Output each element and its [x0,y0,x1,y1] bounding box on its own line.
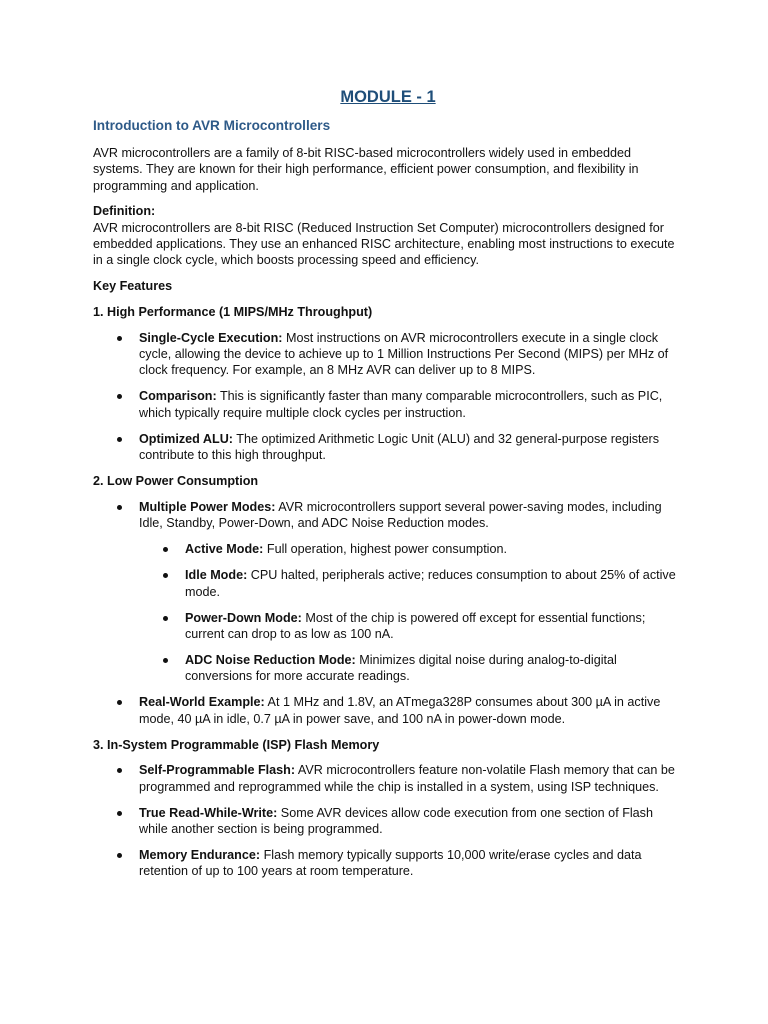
list-item [139,610,683,643]
item-text: This is significantly faster than many comparable microcontrollers, such as PIC, which typically require multiple clock cycles per instruction. [139,389,663,420]
list-item [93,847,683,880]
item-text: At 1 MHz and 1.8V, an ATmega328P consumes about 300 µA in active mode, 40 µA in idle, 0.7 µA in power save, and 100 nA in power-down mode. [139,695,661,726]
section-heading: 3. In-System Programmable (ISP) Flash Memory [93,737,380,752]
section-heading: 2. Low Power Consumption [93,474,259,489]
item-term: Multiple Power Modes: [139,499,276,514]
definition-block [93,203,683,269]
item-term: Idle Mode: [185,568,248,583]
list-item [93,694,683,727]
item-text: CPU halted, peripherals active; reduces consumption to about 25% of active mode. [185,568,676,599]
item-text: AVR microcontrollers support several power-saving modes, including Idle, Standby, Power-Down, and ADC Noise Reduction modes. [139,499,662,531]
item-text: Full operation, highest power consumption. [263,542,507,557]
item-text: Most of the chip is powered off except for essential functions; current can drop to as low as 100 nA. [185,610,646,641]
item-term: Power-Down Mode: [185,610,302,625]
item-text: Flash memory typically supports 10,000 write/erase cycles and data retention of up to 100 years at room temperature. [139,847,642,879]
item-term: Real-World Example: [139,695,265,710]
list-item [139,567,683,600]
section-3-list [93,762,683,880]
item-text: AVR microcontrollers feature non-volatile Flash memory that can be programmed and reprogrammed while the chip is installed in a system, using ISP techniques. [139,763,675,794]
item-text: Minimizes digital noise during analog-to-digital conversions for more accurate readings. [185,652,617,684]
item-text: Some AVR devices allow code execution from one section of Flash while another section is being programmed. [139,805,653,836]
document-page [93,86,683,889]
item-term: Active Mode: [185,542,264,557]
list-item [139,541,683,557]
list-item [93,388,683,421]
item-term: Optimized ALU: [139,431,233,446]
item-term: Memory Endurance: [139,847,261,862]
item-text: The optimized Arithmetic Logic Unit (ALU) and 32 general-purpose registers contribute to this high throughput. [139,431,660,463]
key-features-label: Key Features [93,278,173,293]
list-item [93,431,683,464]
intro-heading: Introduction to AVR Microcontrollers [93,118,331,133]
list-item [93,762,683,795]
module-title: MODULE - 1 [340,88,436,106]
item-term: ADC Noise Reduction Mode: [185,652,356,667]
intro-paragraph: AVR microcontrollers are a family of 8-bit RISC-based microcontrollers widely used in embedded systems. They are known for their high performance, efficient power consumption, and flexibility in programming and application. [93,146,639,193]
list-item [139,652,683,685]
power-modes-list [139,541,683,685]
item-term: Self-Programmable Flash: [139,763,296,778]
item-term: Single-Cycle Execution: [139,330,283,345]
definition-text: AVR microcontrollers are 8-bit RISC (Reduced Instruction Set Computer) microcontrollers designed for embedded applications. They use an enhanced RISC architecture, enabling most instructions to execute in a single clock cycle, which boosts processing speed and efficiency. [93,220,675,268]
list-item [93,499,683,685]
item-text: Most instructions on AVR microcontrollers execute in a single clock cycle, allowing the device to achieve up to 1 Million Instructions Per Second (MIPS) per MHz of clock frequency. For example, an 8 MHz AVR can deliver up to 8 MIPS. [139,330,669,378]
item-term: True Read-While-Write: [139,805,278,820]
section-1-list [93,330,683,464]
section-2-list [93,499,683,727]
list-item [93,805,683,838]
item-term: Comparison: [139,389,217,404]
section-heading: 1. High Performance (1 MIPS/MHz Throughput) [93,305,373,320]
list-item [93,330,683,379]
definition-label: Definition: [93,204,156,219]
